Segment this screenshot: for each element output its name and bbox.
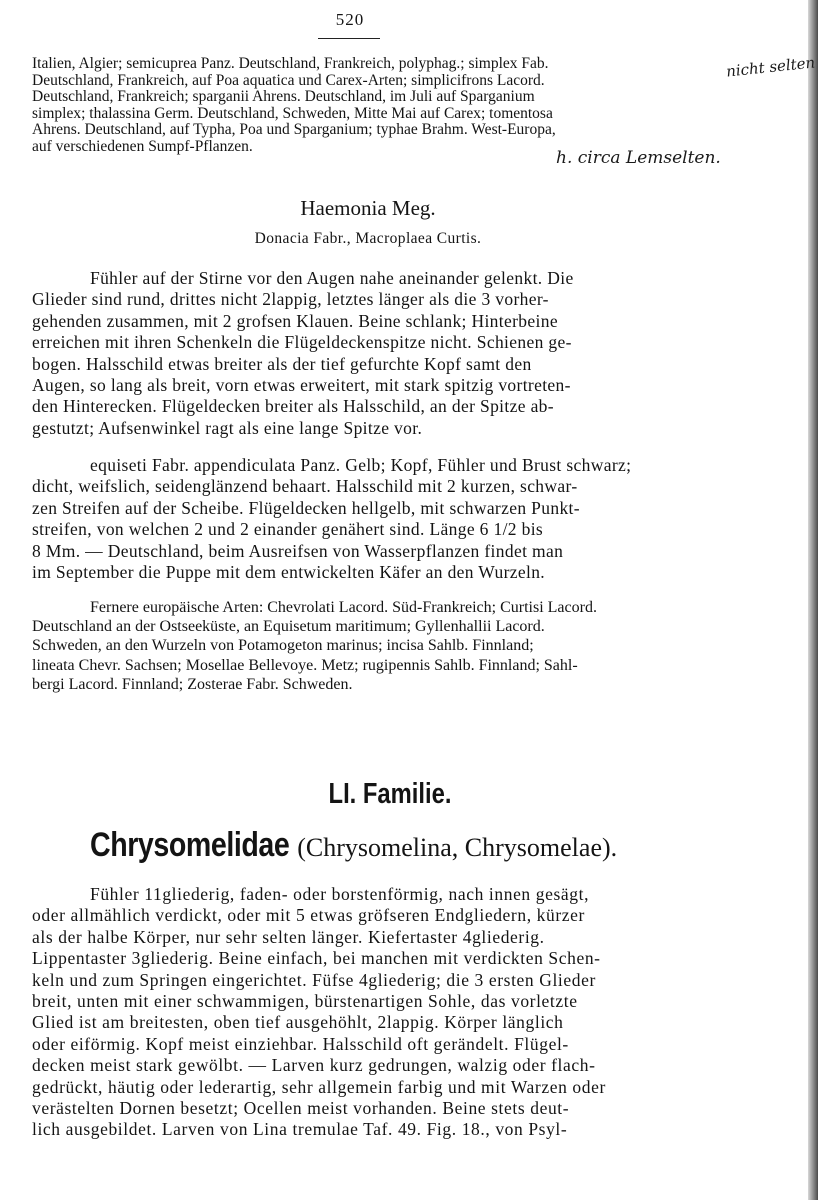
text-line: Schweden, an den Wurzeln von Potamogeton marinus; incisa Sahlb. Finnland; xyxy=(32,637,534,655)
text-line: Deutschland an der Ostseeküste, an Equisetum maritimum; Gyllenhallii Lacord. xyxy=(32,618,545,636)
text-line: bogen. Halsschild etwas breiter als der tief gefurchte Kopf samt den xyxy=(32,353,532,374)
preceding-species-paragraph xyxy=(32,56,722,156)
text-line: gestutzt; Aufsenwinkel ragt als eine lange Spitze vor. xyxy=(32,417,423,438)
text-line: Lippentaster 3gliederig. Beine einfach, bei manchen mit verdickten Schen- xyxy=(32,948,601,969)
family-number-heading: LI. Familie. xyxy=(328,778,452,810)
text-line: 8 Mm. — Deutschland, beim Ausreifsen von Wasserpflanzen findet man xyxy=(32,540,564,561)
species-equiseti-description xyxy=(32,455,722,583)
family-name-synonyms: (Chrysomelina, Chrysomelae). xyxy=(297,833,618,862)
text-line: Fühler 11gliederig, faden- oder borstenförmig, nach innen gesägt, xyxy=(90,884,590,904)
text-line: den Hinterecken. Flügeldecken breiter als Halsschild, an der Spitze ab- xyxy=(32,396,554,417)
genus-synonyms: Donacia Fabr., Macroplaea Curtis. xyxy=(254,230,482,247)
text-line: Glied ist am breitesten, oben tief ausgehöhlt, 2lappig. Körper länglich xyxy=(32,1012,564,1033)
text-line: bergi Lacord. Finnland; Zosterae Fabr. Schweden. xyxy=(32,675,353,693)
text-line: Deutschland, Frankreich; sparganii Ahrens. Deutschland, im Juli auf Sparganium xyxy=(32,89,535,106)
text-line: oder eiförmig. Kopf meist einziehbar. Halsschild oft gerändelt. Flügel- xyxy=(32,1033,569,1054)
text-line: equiseti Fabr. appendiculata Panz. Gelb; Kopf, Fühler und Brust schwarz; xyxy=(90,455,632,475)
text-line: Augen, so lang als breit, vorn etwas erweitert, mit stark spitzig vortreten- xyxy=(32,375,571,396)
text-line: simplex; thalassina Germ. Deutschland, Schweden, Mitte Mai auf Carex; tomentosa xyxy=(32,105,553,122)
text-line: oder allmählich verdickt, oder mit 5 etwas gröfseren Endgliedern, kürzer xyxy=(32,905,585,926)
page-number: 520 xyxy=(335,10,365,29)
text-line: zen Streifen auf der Scheibe. Flügeldecken hellgelb, mit schwarzen Punkt- xyxy=(32,497,580,518)
handwritten-margin-note: nicht selten xyxy=(725,53,816,81)
text-line: Ahrens. Deutschland, auf Typha, Poa und Sparganium; typhae Brahm. West-Europa, xyxy=(32,122,556,139)
text-line: auf verschiedenen Sumpf-Pflanzen. xyxy=(32,138,253,155)
text-line: lineata Chevr. Sachsen; Mosellae Bellevoye. Metz; rugipennis Sahlb. Finnland; Sahl- xyxy=(32,656,578,674)
text-line: als der halbe Körper, nur sehr selten länger. Kiefertaster 4gliederig. xyxy=(32,926,545,947)
text-line: Italien, Algier; semicuprea Panz. Deutschland, Frankreich, polyphag.; simplex Fab. xyxy=(32,56,549,72)
text-line: gehenden zusammen, mit 2 grofsen Klauen. Beine schlank; Hinterbeine xyxy=(32,310,558,331)
family-description xyxy=(32,884,722,1141)
text-line: verästelten Dornen besetzt; Ocellen meist vorhanden. Beine stets deut- xyxy=(32,1098,570,1119)
text-line: Fernere europäische Arten: Chevrolati Lacord. Süd-Frankreich; Curtisi Lacord. xyxy=(90,599,597,616)
family-name-bold: Chrysomelidae xyxy=(90,826,290,864)
text-line: dicht, weifslich, seidenglänzend behaart. Halsschild mit 2 kurzen, schwar- xyxy=(32,476,578,497)
genus-description xyxy=(32,268,722,439)
text-line: keln und zum Springen eingerichtet. Füfse 4gliederig; die 3 ersten Glieder xyxy=(32,969,596,990)
page-edge-shadow xyxy=(808,0,818,1200)
text-line: Fühler auf der Stirne vor den Augen nahe aneinander gelenkt. Die xyxy=(90,268,574,288)
text-line: gedrückt, häutig oder lederartig, sehr allgemein farbig und mit Warzen oder xyxy=(32,1076,606,1097)
header-rule xyxy=(318,38,380,39)
text-line: im September die Puppe mit dem entwickelten Käfer an den Wurzeln. xyxy=(32,562,546,583)
text-line: streifen, von welchen 2 und 2 einander genähert sind. Länge 6 1/2 bis xyxy=(32,519,544,540)
text-line: Glieder sind rund, drittes nicht 2lappig, letztes länger als die 3 vorher- xyxy=(32,289,549,310)
text-line: lich ausgebildet. Larven von Lina tremulae Taf. 49. Fig. 18., von Psyl- xyxy=(32,1119,568,1140)
family-name-heading xyxy=(90,826,617,865)
text-line: erreichen mit ihren Schenkeln die Flügeldeckenspitze nicht. Schienen ge- xyxy=(32,332,572,353)
text-line: Deutschland, Frankreich, auf Poa aquatica und Carex-Arten; simplicifrons Lacord. xyxy=(32,72,545,89)
handwritten-annotation: h. circa Lemselten. xyxy=(556,148,721,168)
text-line: decken meist stark gewölbt. — Larven kurz gedrungen, walzig oder flach- xyxy=(32,1055,596,1076)
genus-heading: Haemonia Meg. xyxy=(300,196,436,220)
further-european-species xyxy=(32,598,722,694)
text-line: breit, unten mit einer schwammigen, bürstenartigen Sohle, das vorletzte xyxy=(32,991,578,1012)
